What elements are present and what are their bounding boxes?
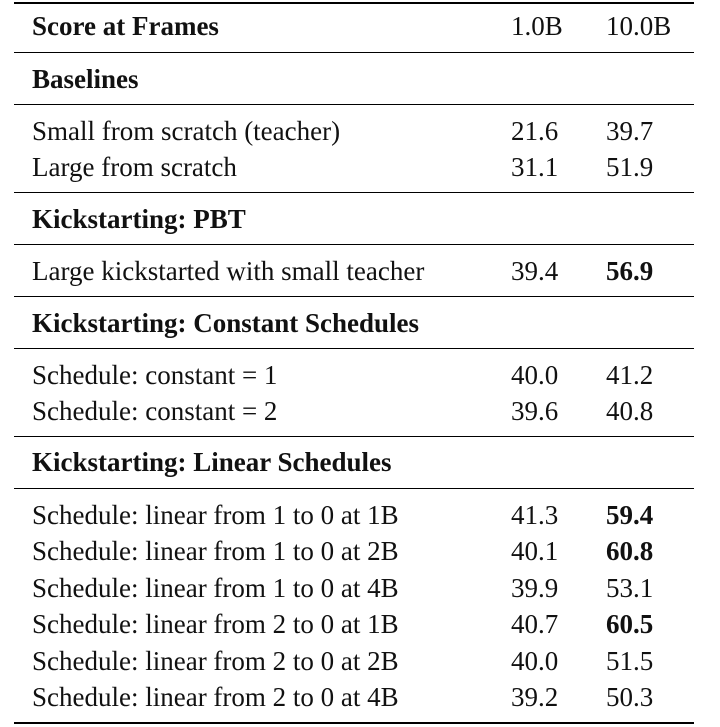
bottom-rule bbox=[14, 722, 694, 724]
row-value-10b: 59.4 bbox=[606, 500, 654, 530]
section-rule bbox=[14, 488, 694, 489]
header-rule bbox=[14, 52, 694, 53]
row-label: Schedule: constant = 1 bbox=[32, 360, 278, 390]
header-col-2: 10.0B bbox=[606, 11, 672, 41]
top-rule bbox=[14, 2, 694, 4]
row-value-1b: 39.4 bbox=[511, 256, 559, 286]
row-value-10b: 50.3 bbox=[606, 682, 654, 712]
section-rule bbox=[14, 436, 694, 437]
row-label: Schedule: linear from 2 to 0 at 2B bbox=[32, 646, 399, 676]
row-label: Small from scratch (teacher) bbox=[32, 116, 341, 146]
row-value-10b: 60.5 bbox=[606, 609, 654, 639]
row-value-1b: 39.2 bbox=[511, 682, 559, 712]
row-value-1b: 31.1 bbox=[511, 152, 559, 182]
row-label: Large from scratch bbox=[32, 152, 237, 182]
row-label: Large kickstarted with small teacher bbox=[32, 256, 425, 286]
row-value-1b: 39.6 bbox=[511, 396, 559, 426]
row-value-10b: 56.9 bbox=[606, 256, 654, 286]
row-value-10b: 39.7 bbox=[606, 116, 654, 146]
row-value-1b: 40.0 bbox=[511, 360, 559, 390]
row-value-1b: 21.6 bbox=[511, 116, 559, 146]
section-title: Kickstarting: Constant Schedules bbox=[32, 308, 420, 338]
row-value-10b: 51.9 bbox=[606, 152, 654, 182]
row-value-10b: 40.8 bbox=[606, 396, 654, 426]
section-rule bbox=[14, 192, 694, 193]
section-rule bbox=[14, 104, 694, 105]
header-label: Score at Frames bbox=[32, 11, 219, 41]
section-title: Baselines bbox=[32, 64, 139, 94]
section-rule bbox=[14, 348, 694, 349]
row-value-10b: 41.2 bbox=[606, 360, 654, 390]
section-title: Kickstarting: PBT bbox=[32, 204, 246, 234]
row-value-1b: 40.0 bbox=[511, 646, 559, 676]
row-value-1b: 40.7 bbox=[511, 609, 559, 639]
section-rule bbox=[14, 296, 694, 297]
section-rule bbox=[14, 244, 694, 245]
row-value-1b: 40.1 bbox=[511, 536, 559, 566]
row-value-10b: 60.8 bbox=[606, 536, 654, 566]
row-label: Schedule: linear from 1 to 0 at 4B bbox=[32, 573, 399, 603]
header-col-1: 1.0B bbox=[511, 11, 563, 41]
row-label: Schedule: linear from 2 to 0 at 1B bbox=[32, 609, 399, 639]
row-value-1b: 41.3 bbox=[511, 500, 559, 530]
row-value-10b: 51.5 bbox=[606, 646, 654, 676]
row-label: Schedule: linear from 1 to 0 at 1B bbox=[32, 500, 399, 530]
row-value-1b: 39.9 bbox=[511, 573, 559, 603]
row-value-10b: 53.1 bbox=[606, 573, 654, 603]
row-label: Schedule: linear from 1 to 0 at 2B bbox=[32, 536, 399, 566]
row-label: Schedule: constant = 2 bbox=[32, 396, 278, 426]
row-label: Schedule: linear from 2 to 0 at 4B bbox=[32, 682, 399, 712]
section-title: Kickstarting: Linear Schedules bbox=[32, 447, 392, 477]
